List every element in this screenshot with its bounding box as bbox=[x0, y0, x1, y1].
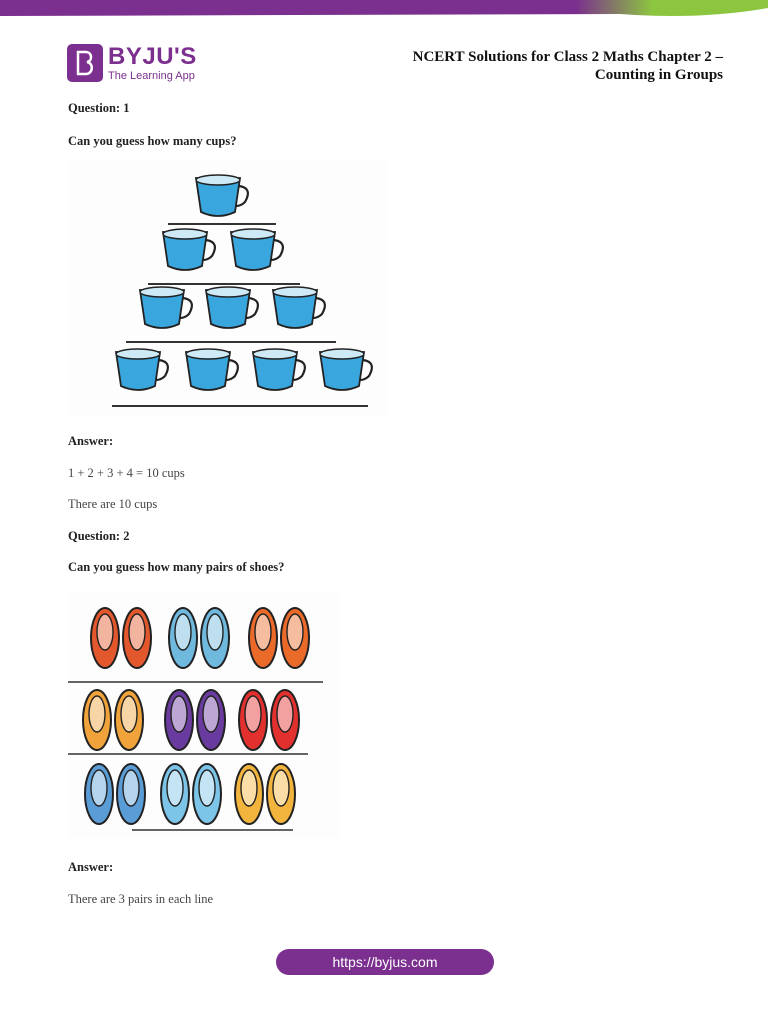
document-title bbox=[363, 48, 723, 84]
logo-brand: BYJU'S bbox=[108, 42, 197, 70]
question-1-text: Can you guess how many cups? bbox=[68, 134, 237, 148]
shoe-icon bbox=[83, 690, 111, 750]
shoe-icon bbox=[271, 690, 299, 750]
question-2-text: Can you guess how many pairs of shoes? bbox=[68, 560, 285, 574]
title-line-1: NCERT Solutions for Class 2 Maths Chapter 2 – bbox=[412, 49, 723, 65]
answer-2-line-1: There are 3 pairs in each line bbox=[68, 892, 214, 906]
answer-1-label: Answer: bbox=[68, 434, 114, 448]
shoe-icon bbox=[115, 690, 143, 750]
shoes-illustration bbox=[68, 592, 340, 838]
cup-icon bbox=[163, 229, 215, 270]
byjus-logo bbox=[67, 44, 197, 82]
cup-icon bbox=[231, 229, 283, 270]
shoe-icon bbox=[117, 764, 145, 824]
cup-icon bbox=[206, 287, 258, 328]
title-line-2: Counting in Groups bbox=[594, 67, 723, 83]
shoe-icon bbox=[161, 764, 189, 824]
cup-icon bbox=[116, 349, 168, 390]
shoe-icon bbox=[201, 608, 229, 668]
cup-icon bbox=[196, 175, 248, 216]
cup-icon bbox=[253, 349, 305, 390]
shoe-icon bbox=[91, 608, 119, 668]
answer-2-label: Answer: bbox=[68, 860, 114, 874]
shoe-icon bbox=[249, 608, 277, 668]
answer-1-line-1: 1 + 2 + 3 + 4 = 10 cups bbox=[68, 466, 185, 480]
cup-icon bbox=[320, 349, 372, 390]
shoe-icon bbox=[193, 764, 221, 824]
shoe-icon bbox=[165, 690, 193, 750]
shoe-icon bbox=[235, 764, 263, 824]
cup-icon bbox=[186, 349, 238, 390]
cup-icon bbox=[273, 287, 325, 328]
top-color-bar bbox=[0, 0, 768, 20]
shoe-icon bbox=[267, 764, 295, 824]
shoe-icon bbox=[169, 608, 197, 668]
question-1-label: Question: 1 bbox=[68, 101, 130, 115]
shoe-icon bbox=[85, 764, 113, 824]
shoe-icon bbox=[197, 690, 225, 750]
question-2-label: Question: 2 bbox=[68, 529, 130, 543]
shoe-icon bbox=[239, 690, 267, 750]
shoe-icon bbox=[281, 608, 309, 668]
shoe-icon bbox=[123, 608, 151, 668]
answer-1-line-2: There are 10 cups bbox=[68, 497, 158, 511]
cups-illustration bbox=[68, 160, 388, 415]
footer-url-link[interactable]: https://byjus.com bbox=[276, 949, 494, 975]
cup-icon bbox=[140, 287, 192, 328]
logo-tagline: The Learning App bbox=[108, 69, 195, 82]
logo-b-icon bbox=[67, 44, 103, 82]
